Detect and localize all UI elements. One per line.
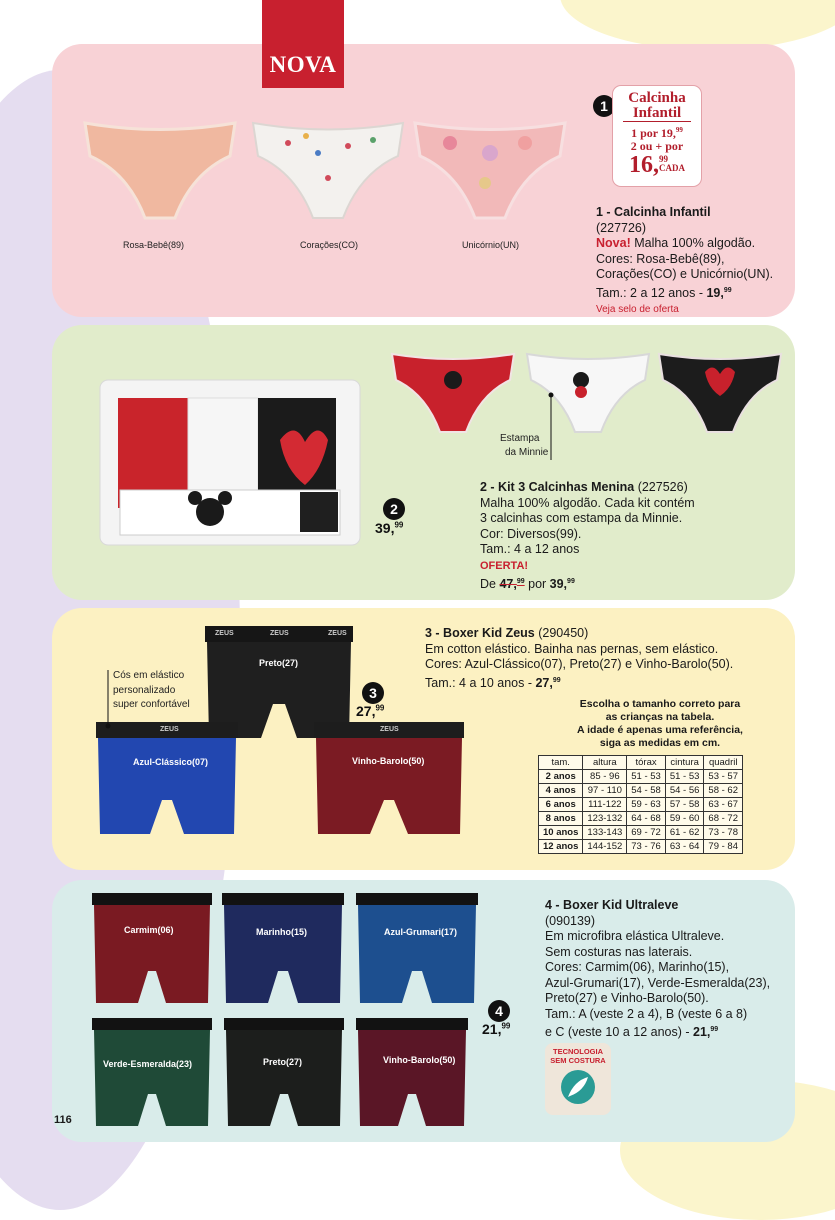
color-caption: Unicórnio(UN) [462,240,520,250]
table-cell: 2 anos [539,770,583,784]
table-row [539,784,743,798]
table-cell: 97 - 110 [583,784,627,798]
item-size: e C (veste 10 a 12 anos) - [545,1025,693,1040]
item-desc: 3 calcinhas com estampa da Minnie. [480,511,683,525]
panty-unicornio-image[interactable] [410,118,570,230]
item-desc: Azul-Grumari(17), Verde-Esmeralda(23), [545,975,771,990]
item-price: 27, [535,675,553,690]
table-cell: 61 - 62 [665,826,704,840]
brand-label: ZEUS [270,630,289,637]
table-cell: 73 - 76 [627,840,666,854]
callout-pointer [548,392,554,462]
item-size: Tam.: 2 a 12 anos - [596,285,707,300]
callout-label: Estampa [500,433,540,444]
price-to-label: por [524,577,550,592]
item-desc: Em cotton elástico. Bainha nas pernas, sem elástico. [425,641,719,656]
table-header: tam. [539,756,583,770]
seal-big-cents: 99 [659,154,668,164]
offer-seal [613,86,701,186]
item-desc: Cor: Diversos(99). [480,526,582,541]
item-desc: Cores: Carmim(06), Marinho(15), [545,960,730,974]
color-caption: Corações(CO) [300,240,359,250]
new-price: 39, [549,577,568,592]
item-price-tag: 39,99 [375,520,404,536]
table-cell: 54 - 58 [627,784,666,798]
table-header: tórax [627,756,666,770]
color-caption: Carmim(06) [124,925,174,935]
callout-label: da Minnie [505,447,549,458]
seal-title: Infantil [623,106,691,122]
item-title: 3 - Boxer Kid Zeus [425,626,535,640]
callout-label: personalizado [113,685,176,696]
item-price-cents: 99 [723,286,732,294]
item-desc: Sem costuras nas laterais. [545,944,693,959]
item-code: (227526) [634,480,688,494]
seal-each-label: CADA [659,163,685,173]
table-cell: 59 - 60 [665,812,704,826]
old-price: 47,99 [499,577,525,592]
item-title: 4 - Boxer Kid Ultraleve [545,898,679,912]
item1-description [596,205,796,318]
color-caption: Verde-Esmeralda(23) [103,1059,193,1069]
table-header: cintura [665,756,704,770]
kit-package-image[interactable] [100,380,360,545]
item-desc: Em microfibra elástica Ultraleve. [545,929,725,943]
callout-label: super confortável [113,699,190,710]
table-header-row [539,756,743,770]
table-row [539,812,743,826]
item-title: 1 - Calcinha Infantil [596,205,711,219]
item-code: (227726) [596,220,647,235]
item2-description [480,480,780,593]
seal-title: Calcinha [628,90,686,106]
table-cell: 53 - 57 [704,770,743,784]
table-cell: 79 - 84 [704,840,743,854]
panty-rosa-image[interactable] [80,118,240,230]
seal-price-multi-label: 2 ou + por [630,139,684,153]
table-cell: 123-132 [583,812,627,826]
item-desc: Corações(CO) e Unicórnio(UN). [596,267,774,281]
seal-price-single: 1 por 19, [631,126,676,140]
brand-label: ZEUS [328,630,347,637]
item-number-badge: 3 [362,682,384,704]
boxer-azul-grumari-image[interactable] [356,893,478,1008]
table-cell: 8 anos [539,812,583,826]
item-title: 2 - Kit 3 Calcinhas Menina [480,480,635,494]
boxer-azul-image[interactable] [96,722,238,840]
item-price: 21, [693,1025,711,1040]
panty-black-image[interactable] [655,350,785,438]
item-size: Tam.: 4 a 12 anos [480,542,580,556]
brand-label: ZEUS [160,726,179,733]
brand-label: ZEUS [215,630,234,637]
color-caption: Azul-Grumari(17) [384,927,458,937]
color-caption: Preto(27) [263,1057,303,1067]
color-caption: Rosa-Bebê(89) [123,240,185,250]
new-price-cents: 99 [567,578,575,585]
table-row [539,798,743,812]
size-table [538,755,743,854]
table-cell: 64 - 68 [627,812,666,826]
table-cell: 51 - 53 [665,770,704,784]
color-caption: Azul-Clássico(07) [133,757,209,767]
panty-white-image[interactable] [523,350,653,438]
boxer-vinho-barolo-image[interactable] [356,1018,468,1130]
seal-price-cents: 99 [675,126,683,134]
table-cell: 59 - 63 [627,798,666,812]
table-row [539,770,743,784]
tech-label: TECNOLOGIA [553,1047,603,1056]
table-header: quadril [704,756,743,770]
item-desc: Cores: Rosa-Bebê(89), [596,251,725,266]
item-size: Tam.: 4 a 10 anos - [425,675,536,690]
item-code: (290450) [534,626,589,640]
table-cell: 4 anos [539,784,583,798]
table-row [539,826,743,840]
nova-badge: NOVA [262,0,344,88]
table-cell: 63 - 67 [704,798,743,812]
item3-description [425,626,785,691]
size-hint: Escolha o tamanho correto para as crianças na tabela. A idade é apenas uma referência, siga as medidas em cm. [577,698,743,749]
brand-label: ZEUS [380,726,399,733]
item-code: (090139) [545,913,596,928]
panty-red-image[interactable] [388,350,518,438]
offer-label: OFERTA! [480,559,529,572]
item-desc: Malha 100% algodão. Cada kit contém [480,495,695,510]
color-caption: Vinho-Barolo(50) [352,756,425,766]
color-caption: Vinho-Barolo(50) [383,1055,456,1065]
table-cell: 68 - 72 [704,812,743,826]
item-price-tag: 21,99 [482,1021,511,1037]
panty-coracoes-image[interactable] [248,118,408,230]
item-price: 19, [706,285,724,300]
color-caption: Marinho(15) [256,927,308,937]
item-desc: Cores: Azul-Clássico(07), Preto(27) e Vinho-Barolo(50). [425,657,734,671]
price-from-label: De [480,577,500,592]
item-price-cents: 99 [710,1026,719,1033]
item-number-badge: 1 [593,95,615,117]
table-cell: 144-152 [583,840,627,854]
table-header: altura [583,756,627,770]
table-cell: 10 anos [539,826,583,840]
item4-description [545,898,790,1041]
seamless-tech-badge [545,1043,611,1115]
page-number: 116 [54,1114,72,1126]
table-cell: 133-143 [583,826,627,840]
item-number-badge: 2 [383,498,405,520]
item-desc: Preto(27) e Vinho-Barolo(50). [545,991,709,1005]
background-shape [560,0,835,50]
boxer-preto-image[interactable] [224,1018,344,1130]
tech-label: SEM COSTURA [550,1056,606,1065]
table-cell: 54 - 56 [665,784,704,798]
item-desc: Malha 100% algodão. [630,236,756,250]
callout-label: Cós em elástico [113,670,185,681]
boxer-marinho-image[interactable] [222,893,344,1008]
table-cell: 12 anos [539,840,583,854]
table-cell: 51 - 53 [627,770,666,784]
table-cell: 73 - 78 [704,826,743,840]
table-cell: 63 - 64 [665,840,704,854]
new-label: Nova! [596,236,631,250]
table-cell: 69 - 72 [627,826,666,840]
feather-icon [560,1069,596,1105]
item-price-tag: 27,99 [356,703,385,719]
table-row [539,840,743,854]
boxer-vinho-image[interactable] [314,722,464,840]
table-cell: 58 - 62 [704,784,743,798]
table-cell: 111-122 [583,798,627,812]
color-caption: Preto(27) [259,658,299,668]
offer-note: Veja selo de oferta [596,304,679,316]
seal-big-price: 16, [629,152,659,178]
table-cell: 85 - 96 [583,770,627,784]
item-size: Tam.: A (veste 2 a 4), B (veste 6 a 8) [545,1006,748,1021]
item-price-cents: 99 [552,676,561,684]
boxer-carmim-image[interactable] [92,893,212,1008]
table-cell: 57 - 58 [665,798,704,812]
boxer-verde-esmeralda-image[interactable] [92,1018,212,1130]
item-number-badge: 4 [488,1000,510,1022]
table-cell: 6 anos [539,798,583,812]
